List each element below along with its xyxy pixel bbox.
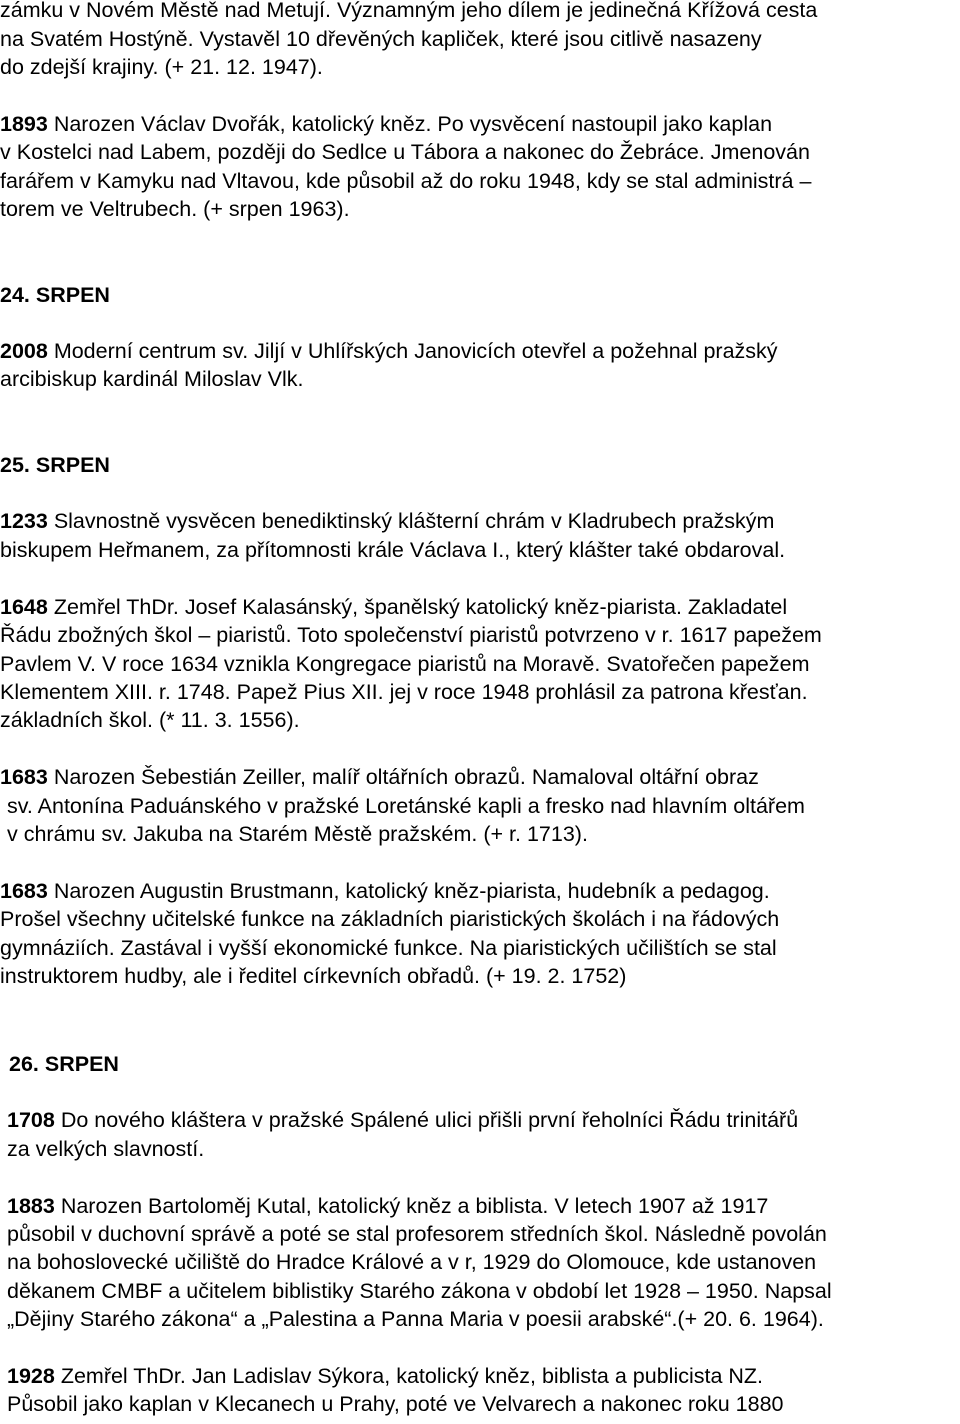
entry-year: 1708 [7, 1108, 55, 1132]
text-line: 1708 Do nového kláštera v pražské Spálené ulici přišli první řeholníci Řádu trinitářů [7, 1108, 799, 1132]
entry-year: 1683 [0, 879, 48, 903]
text-line: zámku v Novém Městě nad Metují. Významným jeho dílem je jedinečná Křížová cesta [0, 0, 818, 22]
entry-year: 1233 [0, 509, 48, 533]
text-line: 1233 Slavnostně vysvěcen benediktinský klášterní chrám v Kladrubech pražským [0, 509, 775, 533]
text-line: základních škol. (* 11. 3. 1556). [0, 708, 300, 732]
text-line: Prošel všechny učitelské funkce na základních piaristických školách i na řádových [0, 907, 780, 931]
text-line: 1928 Zemřel ThDr. Jan Ladislav Sýkora, katolický kněz, biblista a publicista NZ. [7, 1364, 764, 1388]
entry-year: 1683 [0, 765, 48, 789]
text-line: 2008 Moderní centrum sv. Jiljí v Uhlířských Janovicích otevřel a požehnal pražský [0, 339, 778, 363]
text-line: 1683 Narozen Augustin Brustmann, katolický kněz-piarista, hudebník a pedagog. [0, 879, 770, 903]
text-line: Řádu zbožných škol – piaristů. Toto společenství piaristů potvrzeno v r. 1617 papežem [0, 623, 822, 647]
text-line: působil v duchovní správě a poté se stal profesorem středních škol. Následně povolán [7, 1222, 827, 1246]
text-line: torem ve Veltrubech. (+ srpen 1963). [0, 197, 350, 221]
text-line: do zdejší krajiny. (+ 21. 12. 1947). [0, 55, 323, 79]
text-line: instruktorem hudby, ale i ředitel církevních obřadů. (+ 19. 2. 1752) [0, 964, 627, 988]
text-line: 1683 Narozen Šebestián Zeiller, malíř oltářních obrazů. Namaloval oltářní obraz [0, 765, 759, 789]
text-line: na Svatém Hostýně. Vystavěl 10 dřevěných kapliček, které jsou citlivě nasazeny [0, 27, 762, 51]
entry-year: 1883 [7, 1194, 55, 1218]
text-line: arcibiskup kardinál Miloslav Vlk. [0, 367, 304, 391]
entry-year: 1648 [0, 595, 48, 619]
date-heading: 25. SRPEN [0, 453, 110, 477]
text-line: v chrámu sv. Jakuba na Starém Městě pražském. (+ r. 1713). [7, 822, 588, 846]
text-line: 1883 Narozen Bartoloměj Kutal, katolický kněz a biblista. V letech 1907 až 1917 [7, 1194, 769, 1218]
text-line: „Dějiny Starého zákona“ a „Palestina a Panna Maria v poesii arabské“.(+ 20. 6. 1964). [7, 1307, 824, 1331]
text-line: v Kostelci nad Labem, později do Sedlce u Tábora a nakonec do Žebráce. Jmenován [0, 140, 810, 164]
text-line: děkanem CMBF a učitelem biblistiky Starého zákona v období let 1928 – 1950. Napsal [7, 1279, 832, 1303]
text-line: farářem v Kamyku nad Vltavou, kde působil až do roku 1948, kdy se stal administrá – [0, 169, 812, 193]
date-heading: 24. SRPEN [0, 283, 110, 307]
entry-year: 1893 [0, 112, 48, 136]
text-line: sv. Antonína Paduánského v pražské Loretánské kapli a fresko nad hlavním oltářem [7, 794, 805, 818]
text-line: 1893 Narozen Václav Dvořák, katolický kněz. Po vysvěcení nastoupil jako kaplan [0, 112, 773, 136]
entry-year: 2008 [0, 339, 48, 363]
text-line: Klementem XIII. r. 1748. Papež Pius XII. jej v roce 1948 prohlásil za patrona křesťan. [0, 680, 808, 704]
text-line: za velkých slavností. [7, 1137, 205, 1161]
text-line: Působil jako kaplan v Klecanech u Prahy, poté ve Velvarech a nakonec roku 1880 [7, 1392, 784, 1416]
text-line: biskupem Heřmanem, za přítomnosti krále Václava I., který klášter také obdaroval. [0, 538, 786, 562]
entry-year: 1928 [7, 1364, 55, 1388]
text-line: Pavlem V. V roce 1634 vznikla Kongregace piaristů na Moravě. Svatořečen papežem [0, 652, 810, 676]
text-line: na bohoslovecké učiliště do Hradce Králové a v r, 1929 do Olomouce, kde ustanoven [7, 1250, 817, 1274]
date-heading: 26. SRPEN [9, 1052, 119, 1076]
text-line: gymnáziích. Zastával i vyšší ekonomické funkce. Na piaristických učilištích se stal [0, 936, 777, 960]
text-line: 1648 Zemřel ThDr. Josef Kalasánský, španělský katolický kněz-piarista. Zakladatel [0, 595, 788, 619]
